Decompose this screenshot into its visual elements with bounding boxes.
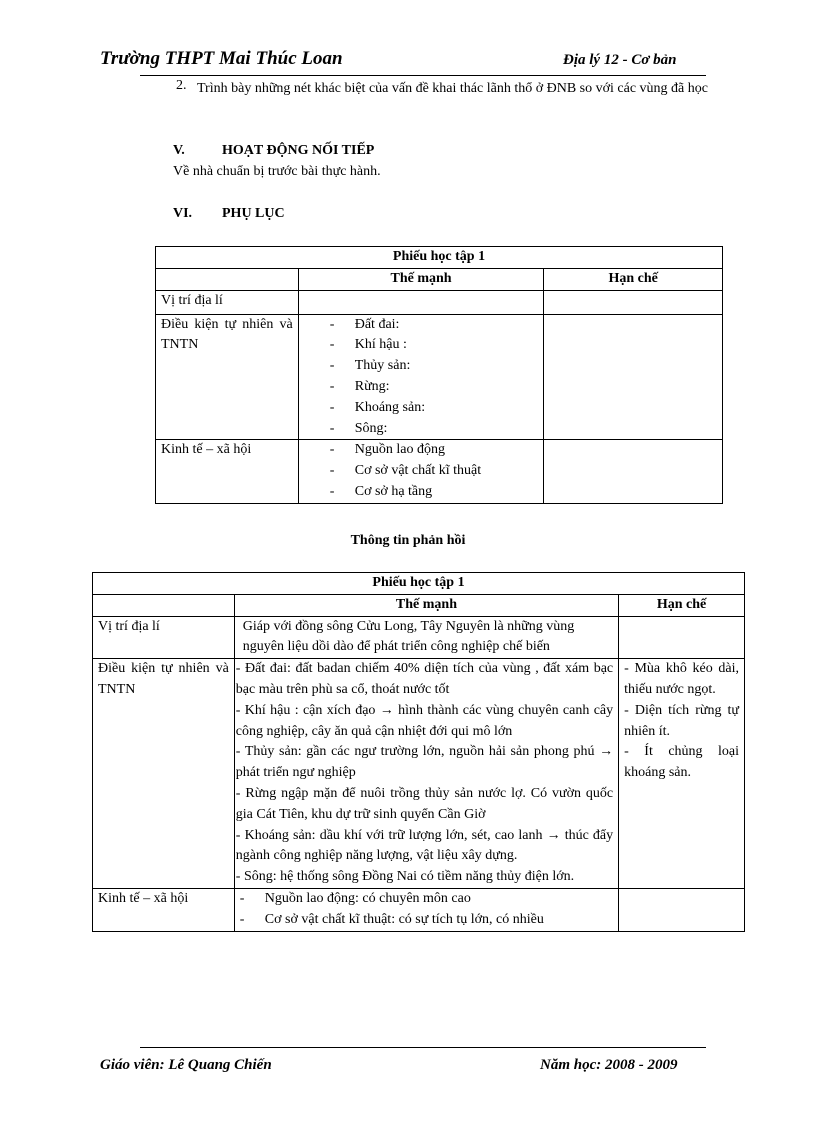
teacher-name: Giáo viên: Lê Quang Chiến (100, 1057, 272, 1073)
row-label-nature: Điều kiện tự nhiên và TNTN (156, 314, 299, 440)
school-year: Năm học: 2008 - 2009 (540, 1057, 678, 1073)
list-item: - Thủy sản: gần các ngư trường lớn, nguồn hải sản phong phú → phát triển ngư nghiệp (235, 744, 614, 781)
section6-title: PHỤ LỤC (222, 206, 285, 221)
list-item: - Sông: (330, 419, 539, 440)
cell-nature-limit (619, 659, 745, 889)
header-empty (156, 268, 299, 290)
list-item: - Cơ sở vật chất kĩ thuật: có sự tích tụ lớn, có nhiều (240, 910, 613, 931)
list-item: - Nguồn lao động (330, 440, 539, 461)
row-label-economy: Kinh tế – xã hội (156, 440, 299, 503)
table-title: Phiếu học tập 1 (156, 247, 723, 269)
list-item: - Đất đai: (330, 315, 539, 336)
cell-empty (544, 290, 723, 314)
feedback-title: Thông tin phản hồi (350, 533, 466, 548)
list-item: - Khoáng sản: dầu khí với trữ lượng lớn, sét, cao lanh → thúc đẩy ngành công nghiệp năng lượng, vật liệu xây dựng. (235, 827, 614, 864)
subject-label: Địa lý 12 - Cơ bản (563, 52, 677, 68)
header-limit: Hạn chế (619, 594, 745, 616)
question-number: 2. (176, 78, 187, 93)
cell-nature-strength (298, 314, 544, 440)
table-title: Phiếu học tập 1 (93, 573, 745, 595)
row-label-nature: Điều kiện tự nhiên và TNTN (93, 659, 235, 889)
section5-numeral: V. (173, 143, 185, 158)
cell-location-strength: Giáp với đồng sông Cửu Long, Tây Nguyên là những vùng nguyên liệu dồi dào để phát triển công nghiệp chế biến (234, 616, 618, 659)
section5-title: HOẠT ĐỘNG NỐI TIẾP (222, 143, 375, 158)
list-item: - Ít chủng loại khoáng sản. (624, 744, 739, 781)
cell-empty (619, 616, 745, 659)
list-item: - Diện tích rừng tự nhiên ít. (624, 702, 739, 739)
row-label-economy: Kinh tế – xã hội (93, 888, 235, 931)
list-item: - Cơ sở vật chất kĩ thuật (330, 461, 539, 482)
list-item: - Khoáng sản: (330, 398, 539, 419)
cell-empty (544, 440, 723, 503)
list-item: - Rừng: (330, 377, 539, 398)
list-item: - Cơ sở hạ tầng (330, 482, 539, 503)
footer-divider (140, 1047, 706, 1048)
cell-empty (544, 314, 723, 440)
list-item: - Đất đai: đất badan chiếm 40% diện tích của vùng , đất xám bạc bạc màu trên phù sa cổ, thoát nước tốt (235, 661, 614, 697)
feedback-table (92, 572, 745, 932)
header-strength: Thế mạnh (234, 594, 618, 616)
header-divider (140, 75, 706, 76)
list-item: - Thủy sản: (330, 356, 539, 377)
section6-numeral: VI. (173, 206, 193, 221)
worksheet-table (155, 246, 723, 504)
school-name: Trường THPT Mai Thúc Loan (100, 48, 343, 69)
list-item: - Sông: hệ thống sông Đồng Nai có tiềm năng thủy điện lớn. (235, 869, 575, 885)
cell-empty (298, 290, 544, 314)
cell-economy-strength (234, 888, 618, 931)
cell-economy-strength (298, 440, 544, 503)
list-item: - Rừng ngập mặn để nuôi trồng thủy sản nước lợ. Có vườn quốc gia Cát Tiên, khu dự trữ sinh quyển Cần Giờ (235, 785, 614, 822)
list-item: - Nguồn lao động: có chuyên môn cao (240, 889, 613, 910)
cell-nature-strength (234, 659, 618, 889)
header-limit: Hạn chế (544, 268, 723, 290)
header-empty (93, 594, 235, 616)
question-text: Trình bày những nét khác biệt của vấn đề khai thác lãnh thổ ở ĐNB so với các vùng đã học (197, 81, 708, 96)
row-label-location: Vị trí địa lí (93, 616, 235, 659)
row-label-location: Vị trí địa lí (156, 290, 299, 314)
cell-empty (619, 888, 745, 931)
list-item: - Khí hậu : cận xích đạo → hình thành các vùng chuyên canh cây công nghiệp, cây ăn quả cận nhiệt đới qui mô lớn (235, 702, 614, 739)
list-item: - Khí hậu : (330, 335, 539, 356)
list-item: - Mùa khô kéo dài, thiếu nước ngọt. (624, 661, 739, 697)
section5-text: Về nhà chuẩn bị trước bài thực hành. (173, 164, 381, 179)
header-strength: Thế mạnh (298, 268, 544, 290)
